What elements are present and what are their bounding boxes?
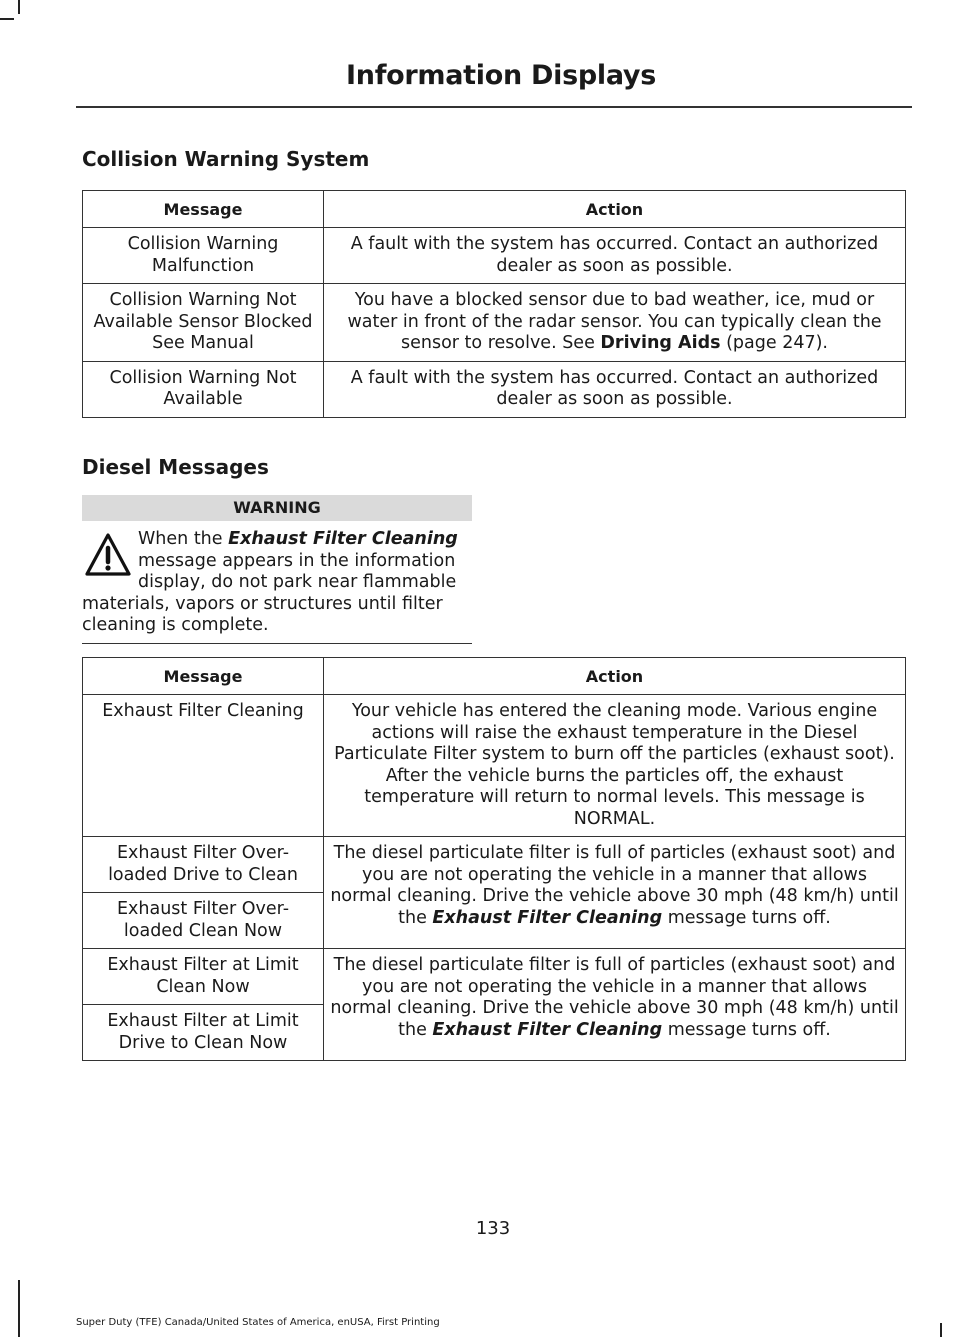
warning-box bbox=[82, 495, 472, 644]
column-header-action: Action bbox=[324, 191, 906, 228]
crop-mark bbox=[940, 1323, 942, 1337]
warning-triangle-icon bbox=[84, 531, 132, 579]
action-message-name: Exhaust Filter Cleaning bbox=[432, 907, 663, 928]
action-cell bbox=[324, 284, 906, 362]
table-row bbox=[83, 695, 906, 837]
page-reference-text: (page 247). bbox=[720, 333, 828, 353]
message-cell: Collision Warning Not Available bbox=[83, 361, 324, 417]
message-cell: Exhaust Filter at Limit Drive to Clean Now bbox=[83, 1005, 324, 1061]
warning-message-name: Exhaust Filter Cleaning bbox=[228, 529, 458, 549]
driving-aids-reference-link[interactable]: Driving Aids bbox=[600, 333, 721, 353]
warning-bottom-rule bbox=[82, 643, 472, 645]
column-header-message: Message bbox=[83, 658, 324, 695]
column-header-message: Message bbox=[83, 191, 324, 228]
page-number: 133 bbox=[475, 1218, 511, 1239]
message-cell: Exhaust Filter at Limit Clean Now bbox=[83, 949, 324, 1005]
crop-mark bbox=[18, 0, 20, 14]
warning-body bbox=[82, 521, 472, 637]
header-rule bbox=[76, 106, 912, 108]
crop-mark bbox=[0, 18, 14, 20]
crop-mark bbox=[18, 1280, 20, 1337]
section-title-collision: Collision Warning System bbox=[82, 147, 370, 171]
warning-heading: WARNING bbox=[82, 495, 472, 521]
table-row bbox=[83, 949, 906, 1005]
table-row bbox=[83, 361, 906, 417]
message-cell: Exhaust Filter Cleaning bbox=[83, 695, 324, 837]
action-cell: A fault with the system has occurred. Contact an authorized dealer as soon as possible. bbox=[324, 361, 906, 417]
action-message-name: Exhaust Filter Cleaning bbox=[432, 1019, 663, 1040]
column-header-action: Action bbox=[324, 658, 906, 695]
collision-warning-table bbox=[82, 190, 906, 418]
action-cell: Your vehicle has entered the cleaning mode. Various engine actions will raise the exhaust temperature in the Diesel Particulate Filter system to burn off the particles (exhaust soot). After the vehicle burns the particles off, the exhaust temperature will return to normal levels. This message is NORMAL. bbox=[324, 695, 906, 837]
action-text: The diesel particulate filter is full of particles (exhaust soot) and you are not operating the vehicle in a manner that allows normal cleaning. Drive the vehicle above 30 mph (48 km/h) until the bbox=[330, 955, 899, 1040]
page-header-title: Information Displays bbox=[346, 60, 656, 91]
message-cell: Collision Warning Not Available Sensor Blocked See Manual bbox=[83, 284, 324, 362]
section-title-diesel: Diesel Messages bbox=[82, 455, 269, 479]
table-header-row bbox=[83, 191, 906, 228]
message-cell: Collision Warning Malfunction bbox=[83, 228, 324, 284]
warning-text: message appears in the information display, do not park near flammable materials, vapors or structures until filter cleaning is complete. bbox=[82, 550, 457, 635]
action-cell bbox=[324, 837, 906, 949]
action-text: You have a blocked sensor due to bad weather, ice, mud or water in front of the radar sensor. You can typically clean the sensor to resolve. See bbox=[347, 290, 882, 353]
message-cell: Exhaust Filter Over-loaded Clean Now bbox=[83, 893, 324, 949]
table-row bbox=[83, 284, 906, 362]
diesel-messages-table bbox=[82, 657, 906, 1061]
warning-text: When the bbox=[138, 529, 229, 549]
footer-publication: Super Duty (TFE) Canada/United States of America, enUSA, First Printing bbox=[76, 1317, 440, 1328]
table-row bbox=[83, 228, 906, 284]
message-cell: Exhaust Filter Over-loaded Drive to Clean bbox=[83, 837, 324, 893]
action-cell: A fault with the system has occurred. Contact an authorized dealer as soon as possible. bbox=[324, 228, 906, 284]
action-cell bbox=[324, 949, 906, 1061]
action-text: The diesel particulate filter is full of particles (exhaust soot) and you are not operating the vehicle in a manner that allows normal cleaning. Drive the vehicle above 30 mph (48 km/h) until the bbox=[330, 843, 899, 928]
action-text: message turns off. bbox=[662, 1019, 831, 1040]
action-text: message turns off. bbox=[662, 907, 831, 928]
table-row bbox=[83, 837, 906, 893]
table-header-row bbox=[83, 658, 906, 695]
